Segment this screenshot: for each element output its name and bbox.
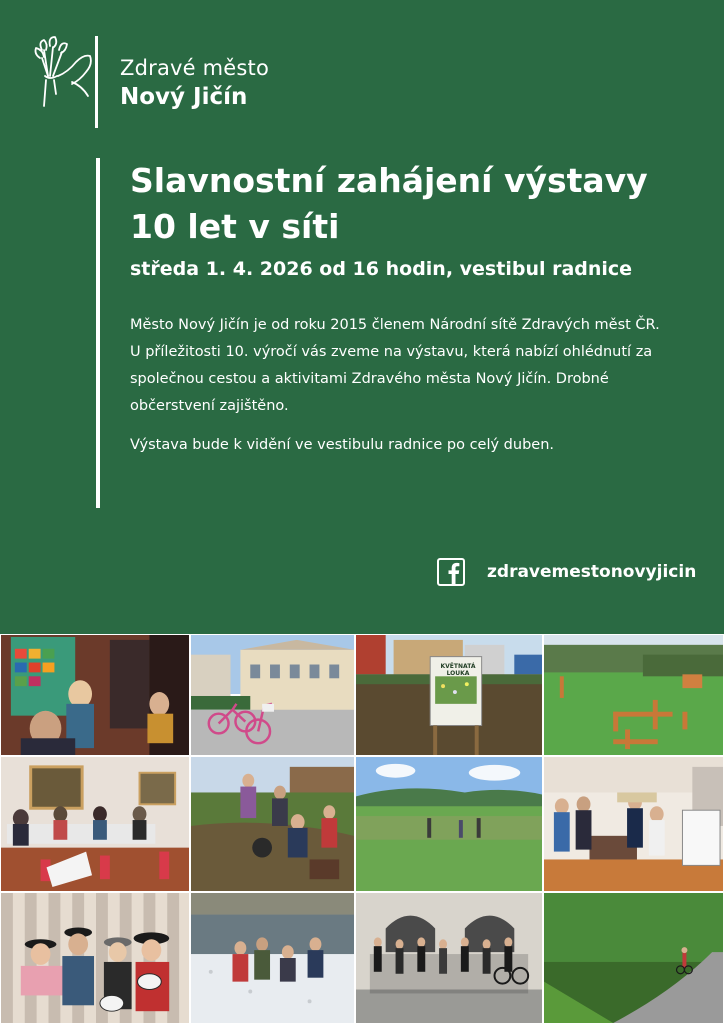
event-title-line: 10 let v síti — [130, 207, 340, 246]
exhibition-note: Výstava bude k vidění ve vestibulu radnice po celý duben. — [130, 437, 554, 453]
description-line: společnou cestou a aktivitami Zdravého města Nový Jičín. Drobné — [130, 371, 609, 387]
description-line: U příležitosti 10. výročí vás zveme na výstavu, která nabízí ohlédnutí za — [130, 344, 653, 360]
logo-divider — [95, 36, 98, 128]
flower-hand-icon — [32, 36, 94, 112]
photo-meeting-room — [0, 756, 190, 892]
sign-caption: KVĚTNATÁ LOUKA — [440, 663, 476, 677]
facebook-handle[interactable]: zdravemestonovyjicin — [487, 562, 697, 582]
logo-city-label: Zdravé město — [120, 56, 270, 80]
photo-volunteers-cleanup — [190, 756, 355, 892]
event-title — [130, 158, 700, 250]
logo — [32, 36, 292, 130]
photo-speaker-presentation — [0, 634, 190, 756]
photo-town-hall-group — [355, 892, 543, 1024]
facebook-icon[interactable] — [437, 558, 465, 586]
photo-cycle-path — [543, 892, 724, 1024]
photo-bicycles-street — [190, 634, 355, 756]
content-accent-bar — [96, 158, 100, 508]
photo-flower-meadow-sign — [355, 634, 543, 756]
photo-collage — [0, 634, 724, 1024]
event-description — [130, 312, 690, 420]
photo-wooden-playground — [543, 634, 724, 756]
event-title-line: Slavnostní zahájení výstavy — [130, 161, 648, 200]
event-date-location: středa 1. 4. 2026 od 16 hodin, vestibul radnice — [130, 258, 633, 280]
logo-city-name: Nový Jičín — [120, 84, 248, 110]
photo-hall-meeting — [543, 756, 724, 892]
photo-green-field — [355, 756, 543, 892]
photo-winter-river — [190, 892, 355, 1024]
photo-props-group — [0, 892, 190, 1024]
description-line: Město Nový Jičín je od roku 2015 členem Národní sítě Zdravých měst ČR. — [130, 317, 660, 333]
description-line: občerstvení zajištěno. — [130, 398, 289, 414]
